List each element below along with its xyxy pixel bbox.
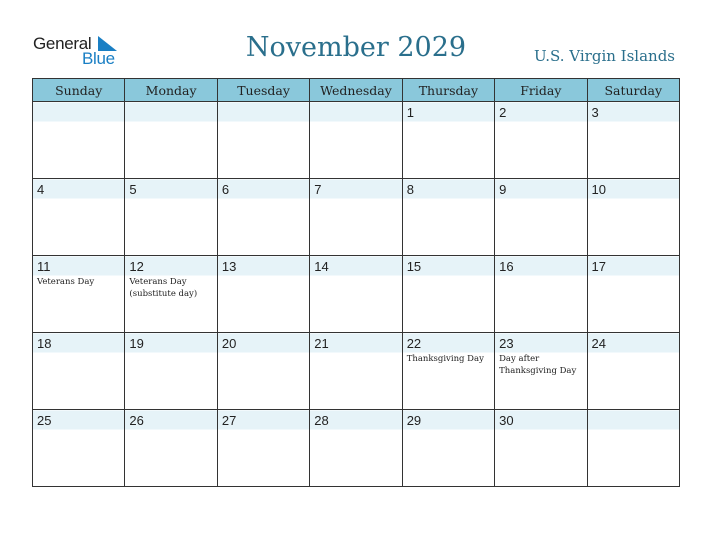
day-cell	[310, 333, 402, 410]
day-cell	[495, 333, 587, 410]
weekday-header: Monday	[125, 79, 217, 102]
weekday-header: Wednesday	[310, 79, 402, 102]
day-cell	[310, 102, 402, 179]
day-number: 8	[406, 182, 414, 197]
week-row	[33, 102, 680, 179]
day-number: 5	[129, 182, 137, 197]
day-cell	[402, 256, 494, 333]
week-row	[33, 410, 680, 487]
day-number: 7	[314, 182, 322, 197]
day-cell	[495, 102, 587, 179]
day-number: 23	[499, 336, 514, 351]
day-number: 14	[314, 259, 329, 274]
day-number: 30	[499, 413, 514, 428]
day-cell	[402, 410, 494, 487]
day-cell	[495, 256, 587, 333]
holiday-label: Day after Thanksgiving Day	[499, 354, 577, 376]
day-cell	[33, 410, 125, 487]
day-number: 22	[406, 336, 422, 351]
weekday-header: Sunday	[33, 79, 125, 102]
day-number: 26	[129, 413, 144, 428]
day-number: 21	[314, 336, 329, 351]
day-cell	[402, 333, 494, 410]
day-cell	[310, 179, 402, 256]
day-number: 28	[314, 413, 329, 428]
day-number: 16	[499, 259, 514, 274]
day-cell	[587, 179, 679, 256]
day-number: 1	[406, 105, 414, 120]
day-number: 17	[591, 259, 606, 274]
day-number: 27	[221, 413, 237, 428]
day-cell	[217, 410, 309, 487]
day-cell	[217, 256, 309, 333]
day-number	[218, 102, 309, 121]
day-number: 25	[37, 413, 52, 428]
day-cell	[125, 410, 217, 487]
day-cell	[587, 410, 679, 487]
day-cell	[125, 179, 217, 256]
day-cell	[217, 333, 309, 410]
holiday-label: Thanksgiving Day	[406, 354, 484, 364]
day-number: 18	[37, 336, 52, 351]
week-row	[33, 333, 680, 410]
day-cell	[217, 179, 309, 256]
day-cell	[587, 256, 679, 333]
day-cell	[33, 102, 125, 179]
day-cell	[587, 102, 679, 179]
holiday-label: Veterans Day	[37, 277, 95, 287]
day-number: 19	[129, 336, 144, 351]
day-number: 20	[221, 336, 237, 351]
region-label: U.S. Virgin Islands	[534, 47, 675, 65]
day-number	[33, 102, 124, 121]
day-number: 6	[221, 182, 230, 197]
week-row	[33, 179, 680, 256]
day-cell	[125, 256, 217, 333]
day-number: 3	[591, 105, 599, 120]
day-cell	[402, 179, 494, 256]
week-row	[33, 256, 680, 333]
day-cell	[125, 102, 217, 179]
day-number: 4	[37, 182, 45, 197]
day-cell	[33, 256, 125, 333]
day-number: 10	[591, 182, 606, 197]
day-cell	[33, 179, 125, 256]
day-number: 11	[37, 259, 51, 274]
day-number	[588, 410, 679, 429]
day-number: 13	[221, 259, 237, 274]
day-cell	[310, 256, 402, 333]
day-cell	[495, 179, 587, 256]
calendar-grid	[32, 78, 680, 487]
day-number: 2	[499, 105, 507, 120]
day-number: 15	[406, 259, 422, 274]
day-cell	[402, 102, 494, 179]
weekday-header: Friday	[495, 79, 587, 102]
calendar-title: November 2029	[245, 32, 467, 63]
day-cell	[310, 410, 402, 487]
weekday-header: Thursday	[402, 79, 494, 102]
weekday-header: Tuesday	[217, 79, 309, 102]
holiday-label: Veterans Day (substitute day)	[129, 277, 198, 299]
day-cell	[125, 333, 217, 410]
day-cell	[217, 102, 309, 179]
weekday-header-row	[33, 79, 680, 102]
day-number: 9	[499, 182, 507, 197]
day-number	[125, 102, 216, 121]
day-number: 24	[591, 336, 606, 351]
logo-text-blue: Blue	[82, 49, 115, 68]
day-number: 29	[406, 413, 422, 428]
day-cell	[587, 333, 679, 410]
day-number: 12	[129, 259, 144, 274]
weekday-header: Saturday	[587, 79, 679, 102]
logo-text-general: General	[33, 34, 92, 53]
day-cell	[33, 333, 125, 410]
day-number	[310, 102, 401, 121]
day-cell	[495, 410, 587, 487]
